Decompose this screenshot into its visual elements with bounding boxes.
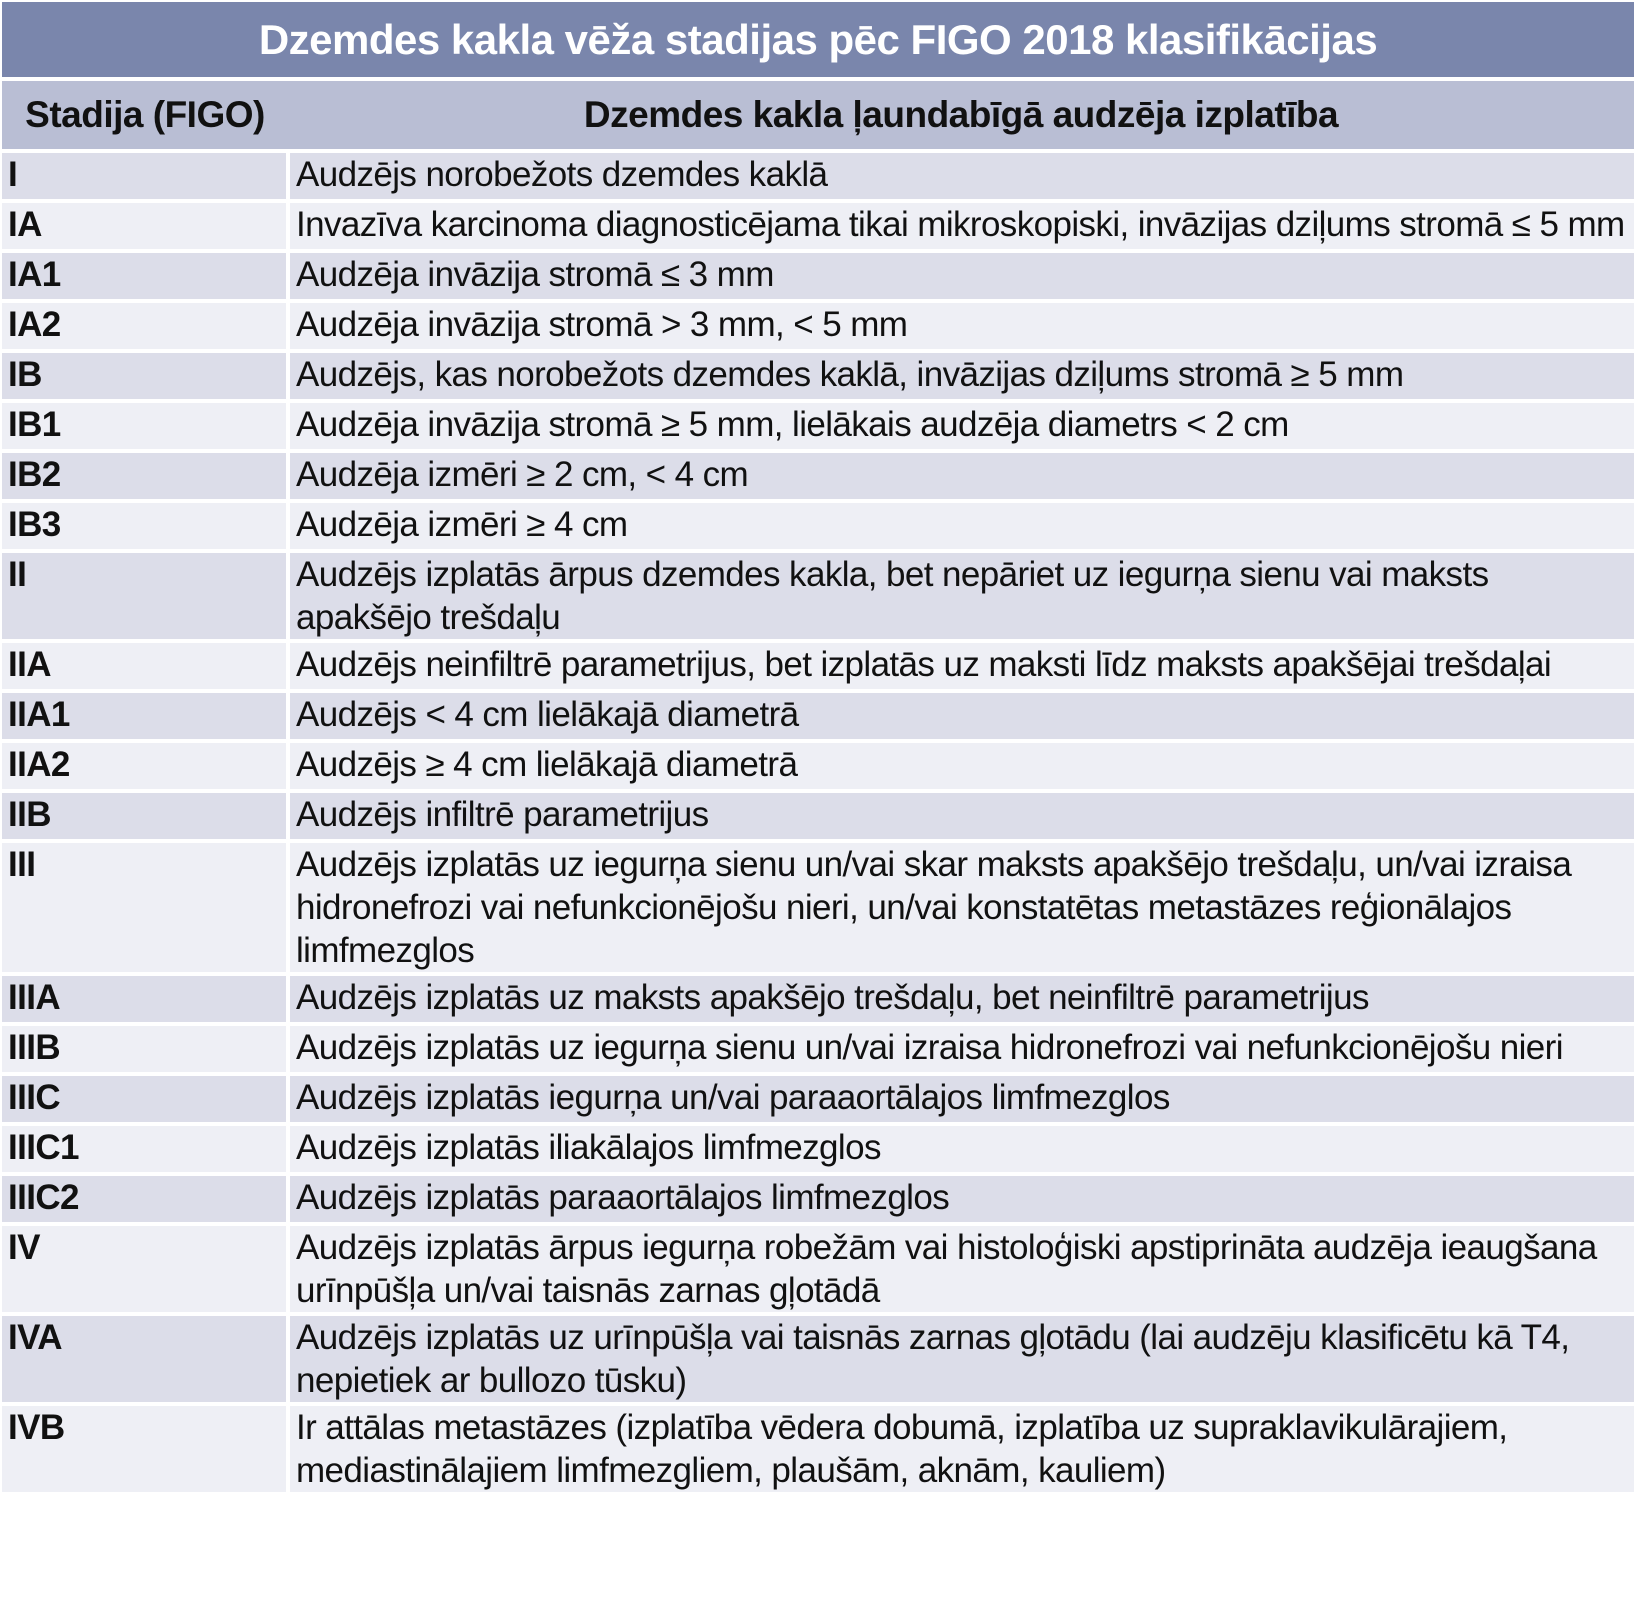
stage-cell: IB1: [2, 401, 288, 451]
stage-cell: IB: [2, 351, 288, 401]
stage-cell: IIIC1: [2, 1124, 288, 1174]
table-row: [2, 791, 1634, 841]
description-cell: Audzējs izplatās uz maksts apakšējo trešdaļu, bet neinfiltrē parametrijus: [288, 974, 1634, 1024]
description-cell: Audzēja izmēri ≥ 2 cm, < 4 cm: [288, 451, 1634, 501]
stage-cell: IIIB: [2, 1024, 288, 1074]
description-cell: Invazīva karcinoma diagnosticējama tikai mikroskopiski, invāzijas dziļums stromā ≤ 5 mm: [288, 201, 1634, 251]
stage-cell: IA2: [2, 301, 288, 351]
table-row: [2, 641, 1634, 691]
table-row: [2, 151, 1634, 201]
description-cell: Audzējs izplatās ārpus iegurņa robežām vai histoloģiski apstiprināta audzēja ieaugšana urīnpūšļa un/vai taisnās zarnas gļotādā: [288, 1224, 1634, 1314]
column-header-description: Dzemdes kakla ļaundabīgā audzēja izplatība: [288, 79, 1634, 151]
stage-cell: IIA2: [2, 741, 288, 791]
stage-cell: IIA: [2, 641, 288, 691]
stage-cell: II: [2, 551, 288, 641]
description-cell: Audzēja invāzija stromā ≥ 5 mm, lielākais audzēja diametrs < 2 cm: [288, 401, 1634, 451]
stage-cell: III: [2, 841, 288, 974]
description-cell: Audzējs izplatās iegurņa un/vai paraaortālajos limfmezglos: [288, 1074, 1634, 1124]
description-cell: Audzēja izmēri ≥ 4 cm: [288, 501, 1634, 551]
stage-cell: IA: [2, 201, 288, 251]
stage-cell: IVA: [2, 1314, 288, 1404]
table-row: [2, 551, 1634, 641]
table-row: [2, 841, 1634, 974]
stage-cell: IIA1: [2, 691, 288, 741]
header-row: [2, 79, 1634, 151]
description-cell: Audzēja invāzija stromā ≤ 3 mm: [288, 251, 1634, 301]
description-cell: Audzējs neinfiltrē parametrijus, bet izplatās uz maksti līdz maksts apakšējai trešdaļai: [288, 641, 1634, 691]
description-cell: Audzēja invāzija stromā > 3 mm, < 5 mm: [288, 301, 1634, 351]
description-cell: Ir attālas metastāzes (izplatība vēdera dobumā, izplatība uz supraklavikulārajiem, mediastinālajiem limfmezgliem, plaušām, aknām, kauliem): [288, 1404, 1634, 1492]
stage-cell: IB2: [2, 451, 288, 501]
description-cell: Audzējs izplatās ārpus dzemdes kakla, bet nepāriet uz iegurņa sienu vai maksts apakšējo trešdaļu: [288, 551, 1634, 641]
stage-cell: IV: [2, 1224, 288, 1314]
table-row: [2, 301, 1634, 351]
description-cell: Audzējs, kas norobežots dzemdes kaklā, invāzijas dziļums stromā ≥ 5 mm: [288, 351, 1634, 401]
column-header-stage: Stadija (FIGO): [2, 79, 288, 151]
description-cell: Audzējs izplatās uz iegurņa sienu un/vai izraisa hidronefrozi vai nefunkcionējošu nieri: [288, 1024, 1634, 1074]
table-row: [2, 201, 1634, 251]
table-row: [2, 501, 1634, 551]
stage-cell: IIIC: [2, 1074, 288, 1124]
stage-cell: IIIA: [2, 974, 288, 1024]
description-cell: Audzējs norobežots dzemdes kaklā: [288, 151, 1634, 201]
description-cell: Audzējs izplatās uz urīnpūšļa vai taisnās zarnas gļotādu (lai audzēju klasificētu kā T4, nepietiek ar bullozo tūsku): [288, 1314, 1634, 1404]
table-row: [2, 1174, 1634, 1224]
description-cell: Audzējs izplatās uz iegurņa sienu un/vai skar maksts apakšējo trešdaļu, un/vai izraisa hidronefrozi vai nefunkcionējošu nieri, un/vai konstatētas metastāzes reģionālajos limfmezglos: [288, 841, 1634, 974]
stage-cell: I: [2, 151, 288, 201]
stage-cell: IIB: [2, 791, 288, 841]
description-cell: Audzējs infiltrē parametrijus: [288, 791, 1634, 841]
table-row: [2, 401, 1634, 451]
stage-cell: IA1: [2, 251, 288, 301]
description-cell: Audzējs ≥ 4 cm lielākajā diametrā: [288, 741, 1634, 791]
table-row: [2, 1314, 1634, 1404]
figo-staging-table: [2, 2, 1634, 1492]
table-row: [2, 741, 1634, 791]
table-row: [2, 1024, 1634, 1074]
table-row: [2, 1124, 1634, 1174]
description-cell: Audzējs izplatās paraaortālajos limfmezglos: [288, 1174, 1634, 1224]
table-row: [2, 1074, 1634, 1124]
table-row: [2, 1404, 1634, 1492]
table-title: Dzemdes kakla vēža stadijas pēc FIGO 2018 klasifikācijas: [2, 2, 1634, 79]
table-row: [2, 1224, 1634, 1314]
title-row: [2, 2, 1634, 79]
table-row: [2, 691, 1634, 741]
table-body: [2, 151, 1634, 1492]
stage-cell: IIIC2: [2, 1174, 288, 1224]
table-row: [2, 251, 1634, 301]
stage-cell: IB3: [2, 501, 288, 551]
table-row: [2, 451, 1634, 501]
description-cell: Audzējs < 4 cm lielākajā diametrā: [288, 691, 1634, 741]
table-row: [2, 351, 1634, 401]
description-cell: Audzējs izplatās iliakālajos limfmezglos: [288, 1124, 1634, 1174]
stage-cell: IVB: [2, 1404, 288, 1492]
table-row: [2, 974, 1634, 1024]
